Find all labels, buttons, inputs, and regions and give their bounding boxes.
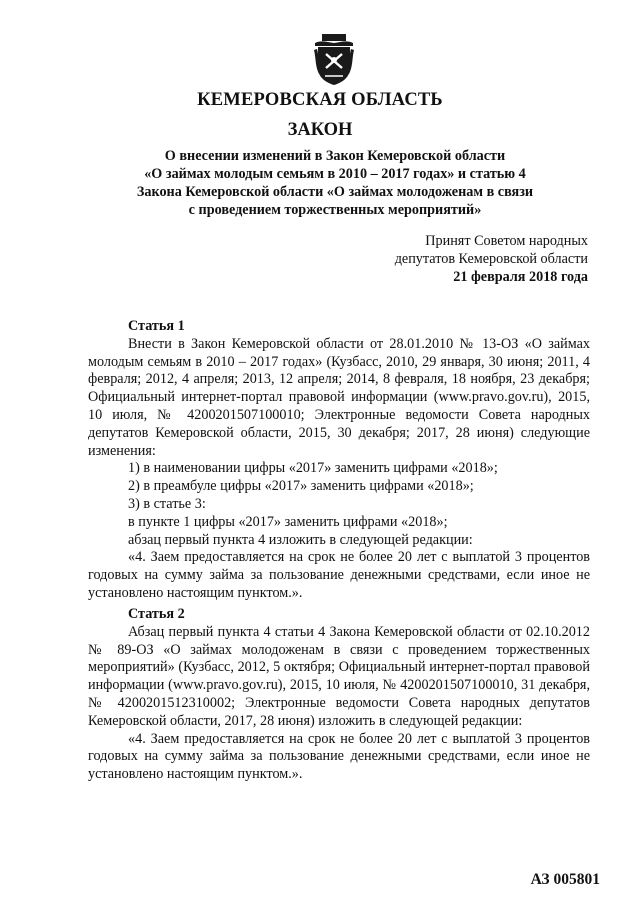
law-title-line: с проведением торжественных мероприятий» — [188, 202, 482, 218]
article-1 — [88, 318, 590, 603]
article-2-intro: Абзац первый пункта 4 статьи 4 Закона Кемеровской области от 02.10.2012 № 89-ОЗ «О займах молодоженам в связи с проведением торжественных мероприятий» (Кузбасс, 2012, 5 октября; Официальный интернет-портал правовой информации (www.pravo.gov.ru), 2015, 10 июля, № 4200201507100010, 31 декабря, № 4200201512310002; Электронные ведомости Совета народных депутатов Кемеровской области, 2017, 28 июня) изложить в следующей редакции: — [88, 623, 590, 729]
adoption-block — [395, 232, 588, 286]
article-1-heading: Статья 1 — [128, 318, 185, 334]
law-title-line: Закона Кемеровской области «О займах молодоженам в связи — [136, 184, 534, 200]
article-2-heading: Статья 2 — [128, 606, 185, 622]
article-1-subitem: в пункте 1 цифры «2017» заменить цифрами «2018»; — [128, 513, 448, 530]
article-1-item: 1) в наименовании цифры «2017» заменить цифрами «2018»; — [128, 460, 498, 477]
article-1-item: 3) в статье 3: — [128, 495, 206, 512]
law-title-line: «О займах молодым семьям в 2010 – 2017 годах» и статью 4 — [144, 166, 526, 182]
article-1-subitem: абзац первый пункта 4 изложить в следующей редакции: — [128, 531, 473, 548]
article-1-intro: Внести в Закон Кемеровской области от 28.01.2010 № 13-ОЗ «О займах молодым семьям в 2010 – 2017 годах» (Кузбасс, 2010, 29 января, 30 июня; 2011, 4 февраля; 2012, 4 апреля; 2013, 12 апреля; 2014, 8 февраля, 18 ноября, 23 декабря; Официальный интернет-портал правовой информации (www.pravo.gov.ru), 2015, 10 июля, № 4200201507100010; Электронные ведомости Совета народных депутатов Кемеровской области, 2015, 30 декабря; 2017, 28 июня) следующие изменения: — [88, 335, 590, 459]
adoption-date: 21 февраля 2018 года — [453, 269, 588, 285]
document-type: ЗАКОН — [287, 120, 353, 140]
form-serial-number: АЗ 005801 — [530, 871, 600, 888]
article-2-quote: «4. Заем предоставляется на срок не более 20 лет с выплатой 3 процентов годовых на сумму займа за пользование денежными средствами, если иное не установлено настоящим пунктом.». — [88, 730, 590, 783]
adoption-line: депутатов Кемеровской области — [394, 251, 588, 267]
article-1-item: 2) в преамбуле цифры «2017» заменить цифрами «2018»; — [128, 478, 474, 495]
adoption-line: Принят Советом народных — [425, 233, 588, 249]
article-2 — [88, 606, 590, 784]
article-1-quote: «4. Заем предоставляется на срок не более 20 лет с выплатой 3 процентов годовых на сумму займа за пользование денежными средствами, если иное не установлено настоящим пунктом.». — [88, 549, 590, 601]
region-name: КЕМЕРОВСКАЯ ОБЛАСТЬ — [197, 90, 443, 110]
coat-of-arms-icon — [313, 34, 355, 86]
law-title — [110, 147, 560, 219]
law-title-line: О внесении изменений в Закон Кемеровской области — [164, 148, 506, 164]
